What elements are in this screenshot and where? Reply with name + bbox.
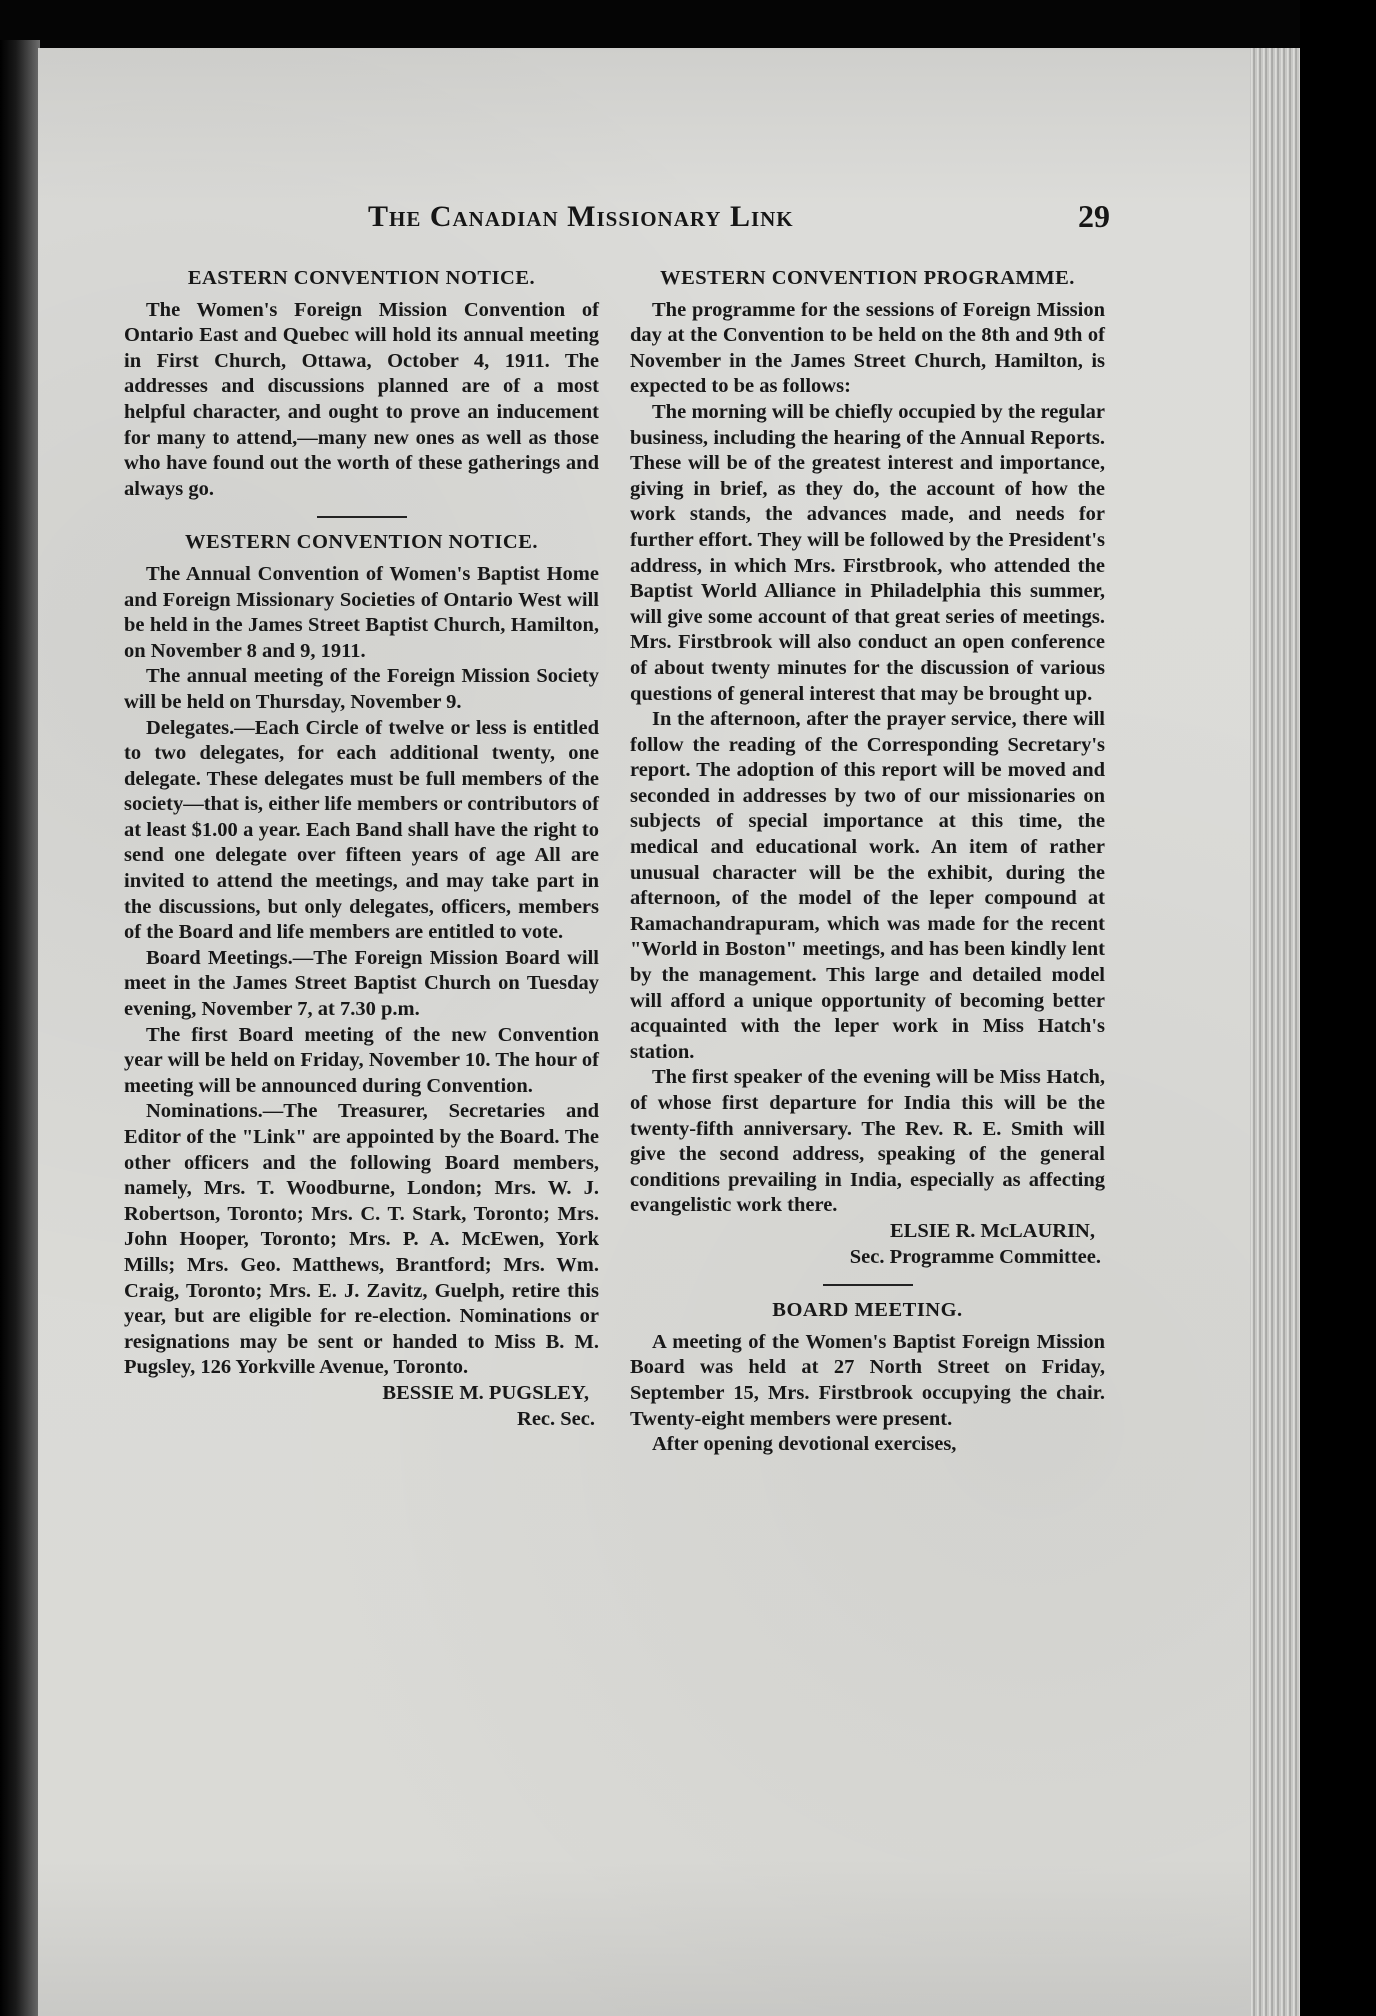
right-column [630, 258, 1105, 1458]
signature-name: ELSIE R. McLAURIN, [889, 1219, 1095, 1242]
page-number: 29 [1078, 198, 1110, 234]
delegates-paragraph: Delegates.—Each Circle of twelve or less is entitled to two delegates, for each additional twenty, one delegate. These delegates must be full members of the society—that is, either life members or contributors of at least $1.00 a year. Each Band shall have the right to send one delegate over fifteen years of age All are invited to attend the meetings, and may take part in the discussions, but only delegates, officers, members of the Board and life members are entitled to vote. [124, 716, 599, 944]
nominations-paragraph: Nominations.—The Treasurer, Secretaries and Editor of the "Link" are appointed by the Board. The other officers and the following Board members, namely, Mrs. T. Woodburne, London; Mrs. W. J. Robertson, Toronto; Mrs. C. T. Stark, Toronto; Mrs. John Hooper, Toronto; Mrs. P. A. McEwen, York Mills; Mrs. Geo. Matthews, Brantford; Mrs. Wm. Craig, Toronto; Mrs. E. J. Zavitz, Guelph, retire this year, but are eligible for re-election. Nominations or resignations may be sent or handed to Miss B. M. Pugsley, 126 Yorkville Avenue, Toronto. [124, 1100, 599, 1379]
programme-heading: WESTERN CONVENTION PROGRAMME. [660, 267, 1075, 289]
board-meeting-paragraph: A meeting of the Women's Baptist Foreign Mission Board was held at 27 North Street on Friday, September 15, Mrs. Firstbrook occupying the chair. Twenty-eight members were present. [630, 1330, 1105, 1430]
first-board-meeting-paragraph: The first Board meeting of the new Convention year will be held on Friday, November 10. The hour of meeting will be announced during Convention. [124, 1023, 599, 1097]
running-header [38, 188, 1278, 248]
section-divider [823, 1284, 913, 1286]
board-meetings-paragraph: Board Meetings.—The Foreign Mission Board will meet in the James Street Baptist Church on Tuesday evening, November 7, at 7.30 p.m. [124, 946, 599, 1021]
signature-role: Sec. Programme Committee. [849, 1245, 1101, 1268]
scan-border-right [1300, 0, 1376, 2016]
afternoon-paragraph: In the afternoon, after the prayer service, there will follow the reading of the Corresponding Secretary's report. The adoption of this report will be moved and seconded in addresses by two of our missionaries on subjects of special importance at this time, the medical and educational work. An item of rather unusual character will be the exhibit, during the afternoon, of the model of the leper compound at Ramachandrapuram, which was made for the recent "World in Boston" meetings, and has been kindly lent by the management. This large and detailed model will afford a unique opportunity of becoming better acquainted with the leper work in Miss Hatch's station. [630, 708, 1105, 1063]
eastern-notice-paragraph: The Women's Foreign Mission Convention of Ontario East and Quebec will hold its annual meeting in First Church, Ottawa, October 4, 1911. The addresses and discussions planned are of a most helpful character, and ought to prove an inducement for many to attend,—many new ones as well as those who have found out the worth of these gatherings and always go. [124, 298, 599, 500]
printed-page [38, 48, 1278, 2016]
signature-name: BESSIE M. PUGSLEY, [382, 1381, 589, 1404]
running-title: The Canadian Missionary Link [368, 200, 794, 233]
western-notice-paragraph: The annual meeting of the Foreign Mission Society will be held on Thursday, November 9. [124, 665, 599, 713]
signature-role: Rec. Sec. [517, 1407, 595, 1430]
western-notice-paragraph: The Annual Convention of Women's Baptist Home and Foreign Missionary Societies of Ontario West will be held in the James Street Baptist Church, Hamilton, on November 8 and 9, 1911. [124, 562, 599, 662]
board-meeting-heading: BOARD MEETING. [772, 1299, 963, 1322]
evening-paragraph: The first speaker of the evening will be Miss Hatch, of whose first departure for India this will be the twenty-fifth anniversary. The Rev. R. E. Smith will give the second address, speaking of the general conditions prevailing in India, especially as affecting evangelistic work there. [630, 1066, 1105, 1217]
morning-paragraph: The morning will be chiefly occupied by the regular business, including the hearing of the Annual Reports. These will be of the greatest interest and importance, giving in brief, as they do, the account of how the work stands, the advances made, and needs for further effort. They will be followed by the President's address, in which Mrs. Firstbrook, who attended the Baptist World Alliance in Philadelphia this summer, will give some account of that great series of meetings. Mrs. Firstbrook will also conduct an open conference of about twenty minutes for the discussion of various questions of general interest that may be brought up. [630, 400, 1105, 705]
programme-paragraph: The programme for the sessions of Foreign Mission day at the Convention to be held on the 8th and 9th of November in the James Street Church, Hamilton, is expected to be as follows: [630, 298, 1105, 398]
western-notice-heading: WESTERN CONVENTION NOTICE. [184, 531, 539, 554]
board-meeting-paragraph: After opening devotional exercises, [652, 1433, 957, 1456]
eastern-notice-heading: EASTERN CONVENTION NOTICE. [187, 267, 536, 289]
section-divider [317, 516, 407, 518]
left-column [124, 258, 599, 1432]
book-gutter-edge [0, 40, 40, 2016]
